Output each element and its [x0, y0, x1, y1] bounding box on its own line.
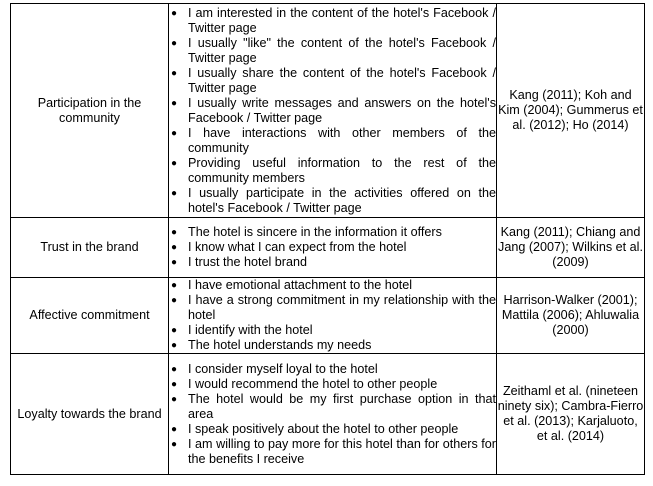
list-item — [169, 186, 496, 216]
item-list — [169, 278, 496, 353]
bullet-icon: ● — [171, 295, 178, 306]
bullet-icon: ● — [171, 363, 178, 375]
list-item — [169, 66, 496, 96]
item-text: I trust the hotel brand — [188, 255, 308, 269]
item-text: I know what I can expect from the hotel — [188, 240, 407, 254]
list-item — [169, 422, 496, 437]
item-text: Providing useful information to the rest of the community members — [188, 155, 496, 185]
item-text: I am interested in the content of the hotel's Facebook / Twitter page — [188, 5, 496, 35]
item-text: I have interactions with other members of the community — [188, 125, 496, 155]
bullet-icon: ● — [171, 37, 178, 49]
bullet-icon: ● — [171, 325, 178, 336]
list-item — [169, 255, 496, 270]
bullet-icon: ● — [171, 423, 178, 435]
bullet-icon: ● — [171, 340, 178, 351]
bullet-icon: ● — [171, 97, 178, 109]
table-row — [11, 354, 645, 475]
bullet-icon: ● — [171, 157, 178, 169]
bullet-icon: ● — [171, 187, 178, 199]
bullet-icon: ● — [171, 280, 178, 291]
bullet-icon: ● — [171, 127, 178, 139]
item-text: I usually write messages and answers on the hotel's Facebook / Twitter page — [188, 95, 496, 125]
list-item — [169, 323, 496, 338]
item-text: The hotel understands my needs — [188, 338, 372, 352]
items-cell — [169, 4, 497, 218]
item-text: The hotel would be my first purchase option in that area — [188, 391, 496, 421]
list-item — [169, 293, 496, 323]
list-item — [169, 225, 496, 240]
source-cell: Zeithaml et al. (nineteen ninety six); Cambra-Fierro et al. (2013); Karjaluoto, et al. (2014) — [497, 354, 645, 475]
item-text: I usually "like" the content of the hotel's Facebook / Twitter page — [188, 35, 496, 65]
items-cell — [169, 354, 497, 475]
table-row — [11, 278, 645, 354]
source-cell: Harrison-Walker (2001); Mattila (2006); Ahluwalia (2000) — [497, 278, 645, 354]
list-item — [169, 362, 496, 377]
construct-cell: Affective commitment — [11, 278, 169, 354]
list-item — [169, 377, 496, 392]
list-item — [169, 96, 496, 126]
list-item — [169, 338, 496, 353]
bullet-icon: ● — [171, 378, 178, 390]
item-list — [169, 362, 496, 467]
items-cell — [169, 278, 497, 354]
list-item — [169, 392, 496, 422]
list-item — [169, 278, 496, 293]
table-row — [11, 218, 645, 278]
item-text: The hotel is sincere in the information it offers — [188, 225, 442, 239]
bullet-icon: ● — [171, 67, 178, 79]
bullet-icon: ● — [171, 438, 178, 450]
construct-cell: Trust in the brand — [11, 218, 169, 278]
source-cell: Kang (2011); Koh and Kim (2004); Gummerus et al. (2012); Ho (2014) — [497, 4, 645, 218]
bullet-icon: ● — [171, 393, 178, 405]
bullet-icon: ● — [171, 7, 178, 19]
list-item — [169, 240, 496, 255]
construct-cell: Loyalty towards the brand — [11, 354, 169, 475]
item-text: I speak positively about the hotel to other people — [188, 421, 459, 436]
list-item — [169, 6, 496, 36]
item-text: I usually share the content of the hotel's Facebook / Twitter page — [188, 65, 496, 95]
item-list — [169, 6, 496, 216]
item-text: I usually participate in the activities offered on the hotel's Facebook / Twitter page — [188, 185, 496, 215]
item-text: I would recommend the hotel to other people — [188, 376, 438, 391]
list-item — [169, 437, 496, 467]
item-text: I have emotional attachment to the hotel — [188, 278, 413, 292]
item-text: I consider myself loyal to the hotel — [188, 361, 378, 376]
bullet-icon: ● — [171, 257, 178, 268]
list-item — [169, 126, 496, 156]
item-list — [169, 225, 496, 270]
construct-cell: Participation in the community — [11, 4, 169, 218]
constructs-table — [10, 3, 645, 475]
source-cell: Kang (2011); Chiang and Jang (2007); Wilkins et al. (2009) — [497, 218, 645, 278]
list-item — [169, 36, 496, 66]
table-row — [11, 4, 645, 218]
bullet-icon: ● — [171, 242, 178, 253]
item-text: I am willing to pay more for this hotel than for others for the benefits I receive — [188, 436, 496, 466]
item-text: I have a strong commitment in my relationship with the hotel — [188, 293, 496, 322]
list-item — [169, 156, 496, 186]
items-cell — [169, 218, 497, 278]
item-text: I identify with the hotel — [188, 323, 313, 337]
bullet-icon: ● — [171, 227, 178, 238]
